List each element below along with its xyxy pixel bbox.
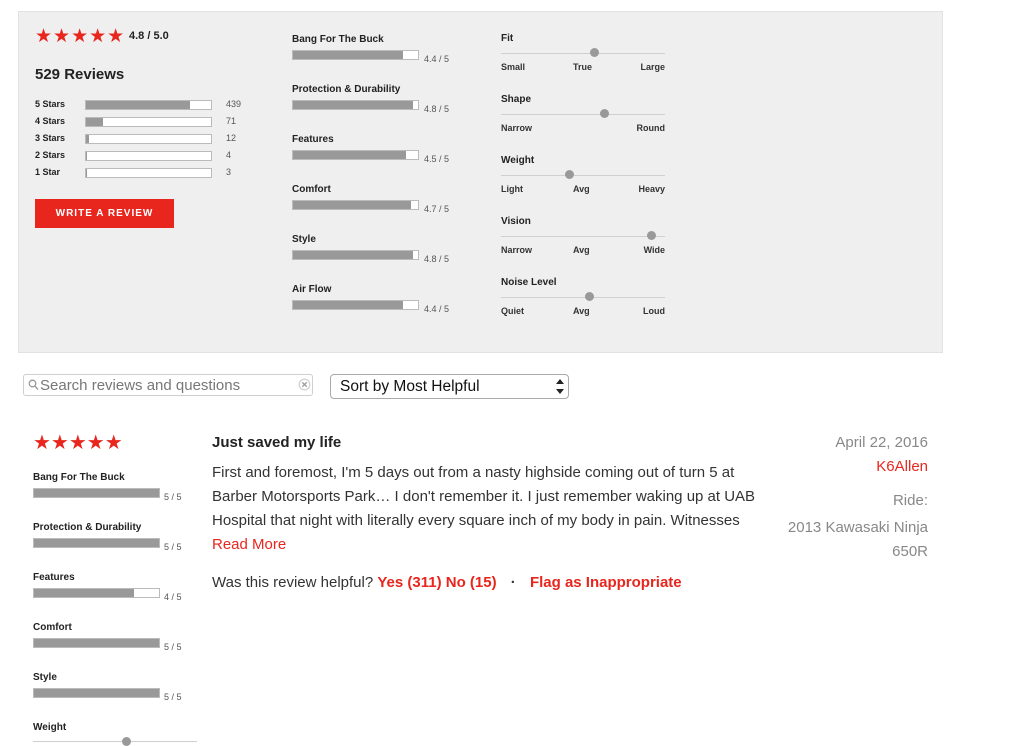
slider-mid-label: Avg	[573, 184, 590, 194]
search-icon	[28, 378, 39, 396]
slider-mid-label: True	[573, 62, 593, 72]
review-category-bar	[33, 638, 160, 648]
category-bar-fill	[293, 251, 413, 259]
review-category-label: Features	[33, 572, 75, 583]
review-category-score: 4 / 5	[164, 592, 182, 602]
review-category-bar	[33, 488, 160, 498]
reviews-count: 529 Reviews	[35, 66, 125, 83]
category-score: 4.8 / 5	[424, 254, 450, 264]
slider-track	[501, 114, 665, 115]
category-label: Protection & Durability	[292, 84, 401, 95]
review-category-label: Comfort	[33, 622, 72, 633]
distribution-bar-fill	[86, 118, 103, 126]
distribution-bar-fill	[86, 135, 89, 143]
review-category-score: 5 / 5	[164, 542, 182, 552]
slider-marker	[590, 48, 599, 57]
slider-left-label: Narrow	[501, 123, 533, 133]
category-bar-fill	[293, 201, 411, 209]
slider-right-label: Heavy	[638, 184, 665, 194]
flag-inappropriate-link[interactable]: Flag as Inappropriate	[529, 574, 682, 591]
distribution-label: 2 Stars	[35, 150, 66, 160]
category-score: 4.7 / 5	[424, 204, 450, 214]
review-category-label: Protection & Durability	[33, 522, 142, 533]
category-label: Features	[292, 134, 334, 145]
review-category-label: Bang For The Buck	[33, 472, 125, 483]
overall-rating-stars: ★★★★★	[35, 26, 126, 47]
slider-left-label: Narrow	[501, 245, 533, 255]
review-category-score: 5 / 5	[164, 492, 182, 502]
distribution-bar[interactable]	[85, 100, 212, 110]
distribution-bar-fill	[86, 169, 87, 177]
updown-arrows-icon	[556, 379, 564, 399]
review-body-text: First and foremost, I'm 5 days out from a nasty highside coming out of turn 5 at Barber Motorsports Park… I don't remember it. I just remember waking up at UAB Hospital that night with literally every square inch of my body in pain. Witnesses	[212, 464, 756, 529]
slider-label: Noise Level	[501, 277, 557, 288]
category-bar-fill	[293, 301, 403, 309]
category-bar	[292, 200, 419, 210]
slider-left-label: Small	[501, 62, 526, 72]
search-box	[23, 374, 313, 396]
slider-left-label: Light	[501, 184, 523, 194]
review-title: Just saved my life	[212, 434, 342, 451]
write-review-button[interactable]: WRITE A REVIEW	[35, 199, 174, 228]
sort-select[interactable]	[330, 374, 569, 399]
review-weight-marker	[122, 737, 131, 746]
review-summary-panel	[18, 11, 943, 353]
category-label: Style	[292, 234, 316, 245]
slider-label: Fit	[501, 33, 514, 44]
category-bar	[292, 300, 419, 310]
slider-marker	[585, 292, 594, 301]
category-bar	[292, 250, 419, 260]
distribution-bar-fill	[86, 101, 190, 109]
ride-value: 2013 Kawasaki Ninja 650R	[787, 519, 928, 560]
review-category-score: 5 / 5	[164, 692, 182, 702]
review-category-bar-fill	[34, 589, 134, 597]
distribution-label: 4 Stars	[35, 116, 66, 126]
slider-right-label: Round	[636, 123, 665, 133]
category-bar-fill	[293, 101, 413, 109]
read-more-link[interactable]: Read More	[212, 536, 287, 553]
category-bar-fill	[293, 151, 406, 159]
slider-label: Vision	[501, 216, 531, 227]
slider-mid-label: Avg	[573, 245, 590, 255]
category-score: 4.8 / 5	[424, 104, 450, 114]
review-category-bar-fill	[34, 539, 159, 547]
category-score: 4.4 / 5	[424, 304, 450, 314]
distribution-label: 5 Stars	[35, 99, 66, 109]
slider-marker	[600, 109, 609, 118]
review-stars: ★★★★★	[33, 432, 123, 454]
distribution-label: 1 Star	[35, 167, 61, 177]
slider-right-label: Large	[640, 62, 665, 72]
slider-right-label: Loud	[643, 306, 665, 316]
distribution-bar[interactable]	[85, 134, 212, 144]
review-category-bar-fill	[34, 689, 159, 697]
category-bar	[292, 100, 419, 110]
distribution-count: 4	[226, 150, 232, 160]
separator-dot: ·	[510, 574, 516, 591]
category-score: 4.5 / 5	[424, 154, 450, 164]
sort-selected-value: Sort by Most Helpful	[340, 378, 480, 395]
helpful-question: Was this review helpful?	[212, 574, 374, 591]
category-bar-fill	[293, 51, 403, 59]
category-bar	[292, 50, 419, 60]
helpful-yes-link[interactable]: Yes (311)	[377, 574, 442, 591]
slider-mid-label: Avg	[573, 306, 590, 316]
slider-track	[501, 236, 665, 237]
helpful-row	[212, 574, 682, 591]
review-category-label: Style	[33, 672, 57, 683]
distribution-count: 12	[226, 133, 237, 143]
review-category-bar	[33, 688, 160, 698]
distribution-count: 3	[226, 167, 232, 177]
slider-label: Shape	[501, 94, 532, 105]
category-label: Comfort	[292, 184, 331, 195]
category-label: Bang For The Buck	[292, 34, 384, 45]
distribution-bar[interactable]	[85, 168, 212, 178]
review-category-bar	[33, 588, 160, 598]
helpful-no-link[interactable]: No (15)	[445, 574, 497, 591]
category-bar	[292, 150, 419, 160]
overall-rating-text: 4.8 / 5.0	[129, 30, 169, 42]
slider-left-label: Quiet	[501, 306, 525, 316]
category-label: Air Flow	[292, 284, 332, 295]
distribution-bar-fill	[86, 152, 87, 160]
distribution-count: 439	[226, 99, 242, 109]
slider-label: Weight	[501, 155, 535, 166]
distribution-bar[interactable]	[85, 117, 212, 127]
category-score: 4.4 / 5	[424, 54, 450, 64]
clear-icon[interactable]	[298, 378, 311, 396]
review-category-score: 5 / 5	[164, 642, 182, 652]
distribution-label: 3 Stars	[35, 133, 66, 143]
review-category-bar-fill	[34, 639, 159, 647]
slider-track	[501, 297, 665, 298]
review-author-link[interactable]: K6Allen	[876, 458, 928, 475]
slider-track	[501, 175, 665, 176]
distribution-bar[interactable]	[85, 151, 212, 161]
review-weight-track	[33, 741, 197, 742]
ride-label: Ride:	[892, 492, 928, 509]
slider-right-label: Wide	[643, 245, 665, 255]
review-category-bar	[33, 538, 160, 548]
review-body	[212, 461, 757, 557]
review-date: April 22, 2016	[835, 434, 928, 451]
search-input[interactable]	[40, 376, 290, 394]
review-category-bar-fill	[34, 489, 159, 497]
review-weight-label: Weight	[33, 722, 67, 733]
distribution-count: 71	[226, 116, 237, 126]
slider-track	[501, 53, 665, 54]
